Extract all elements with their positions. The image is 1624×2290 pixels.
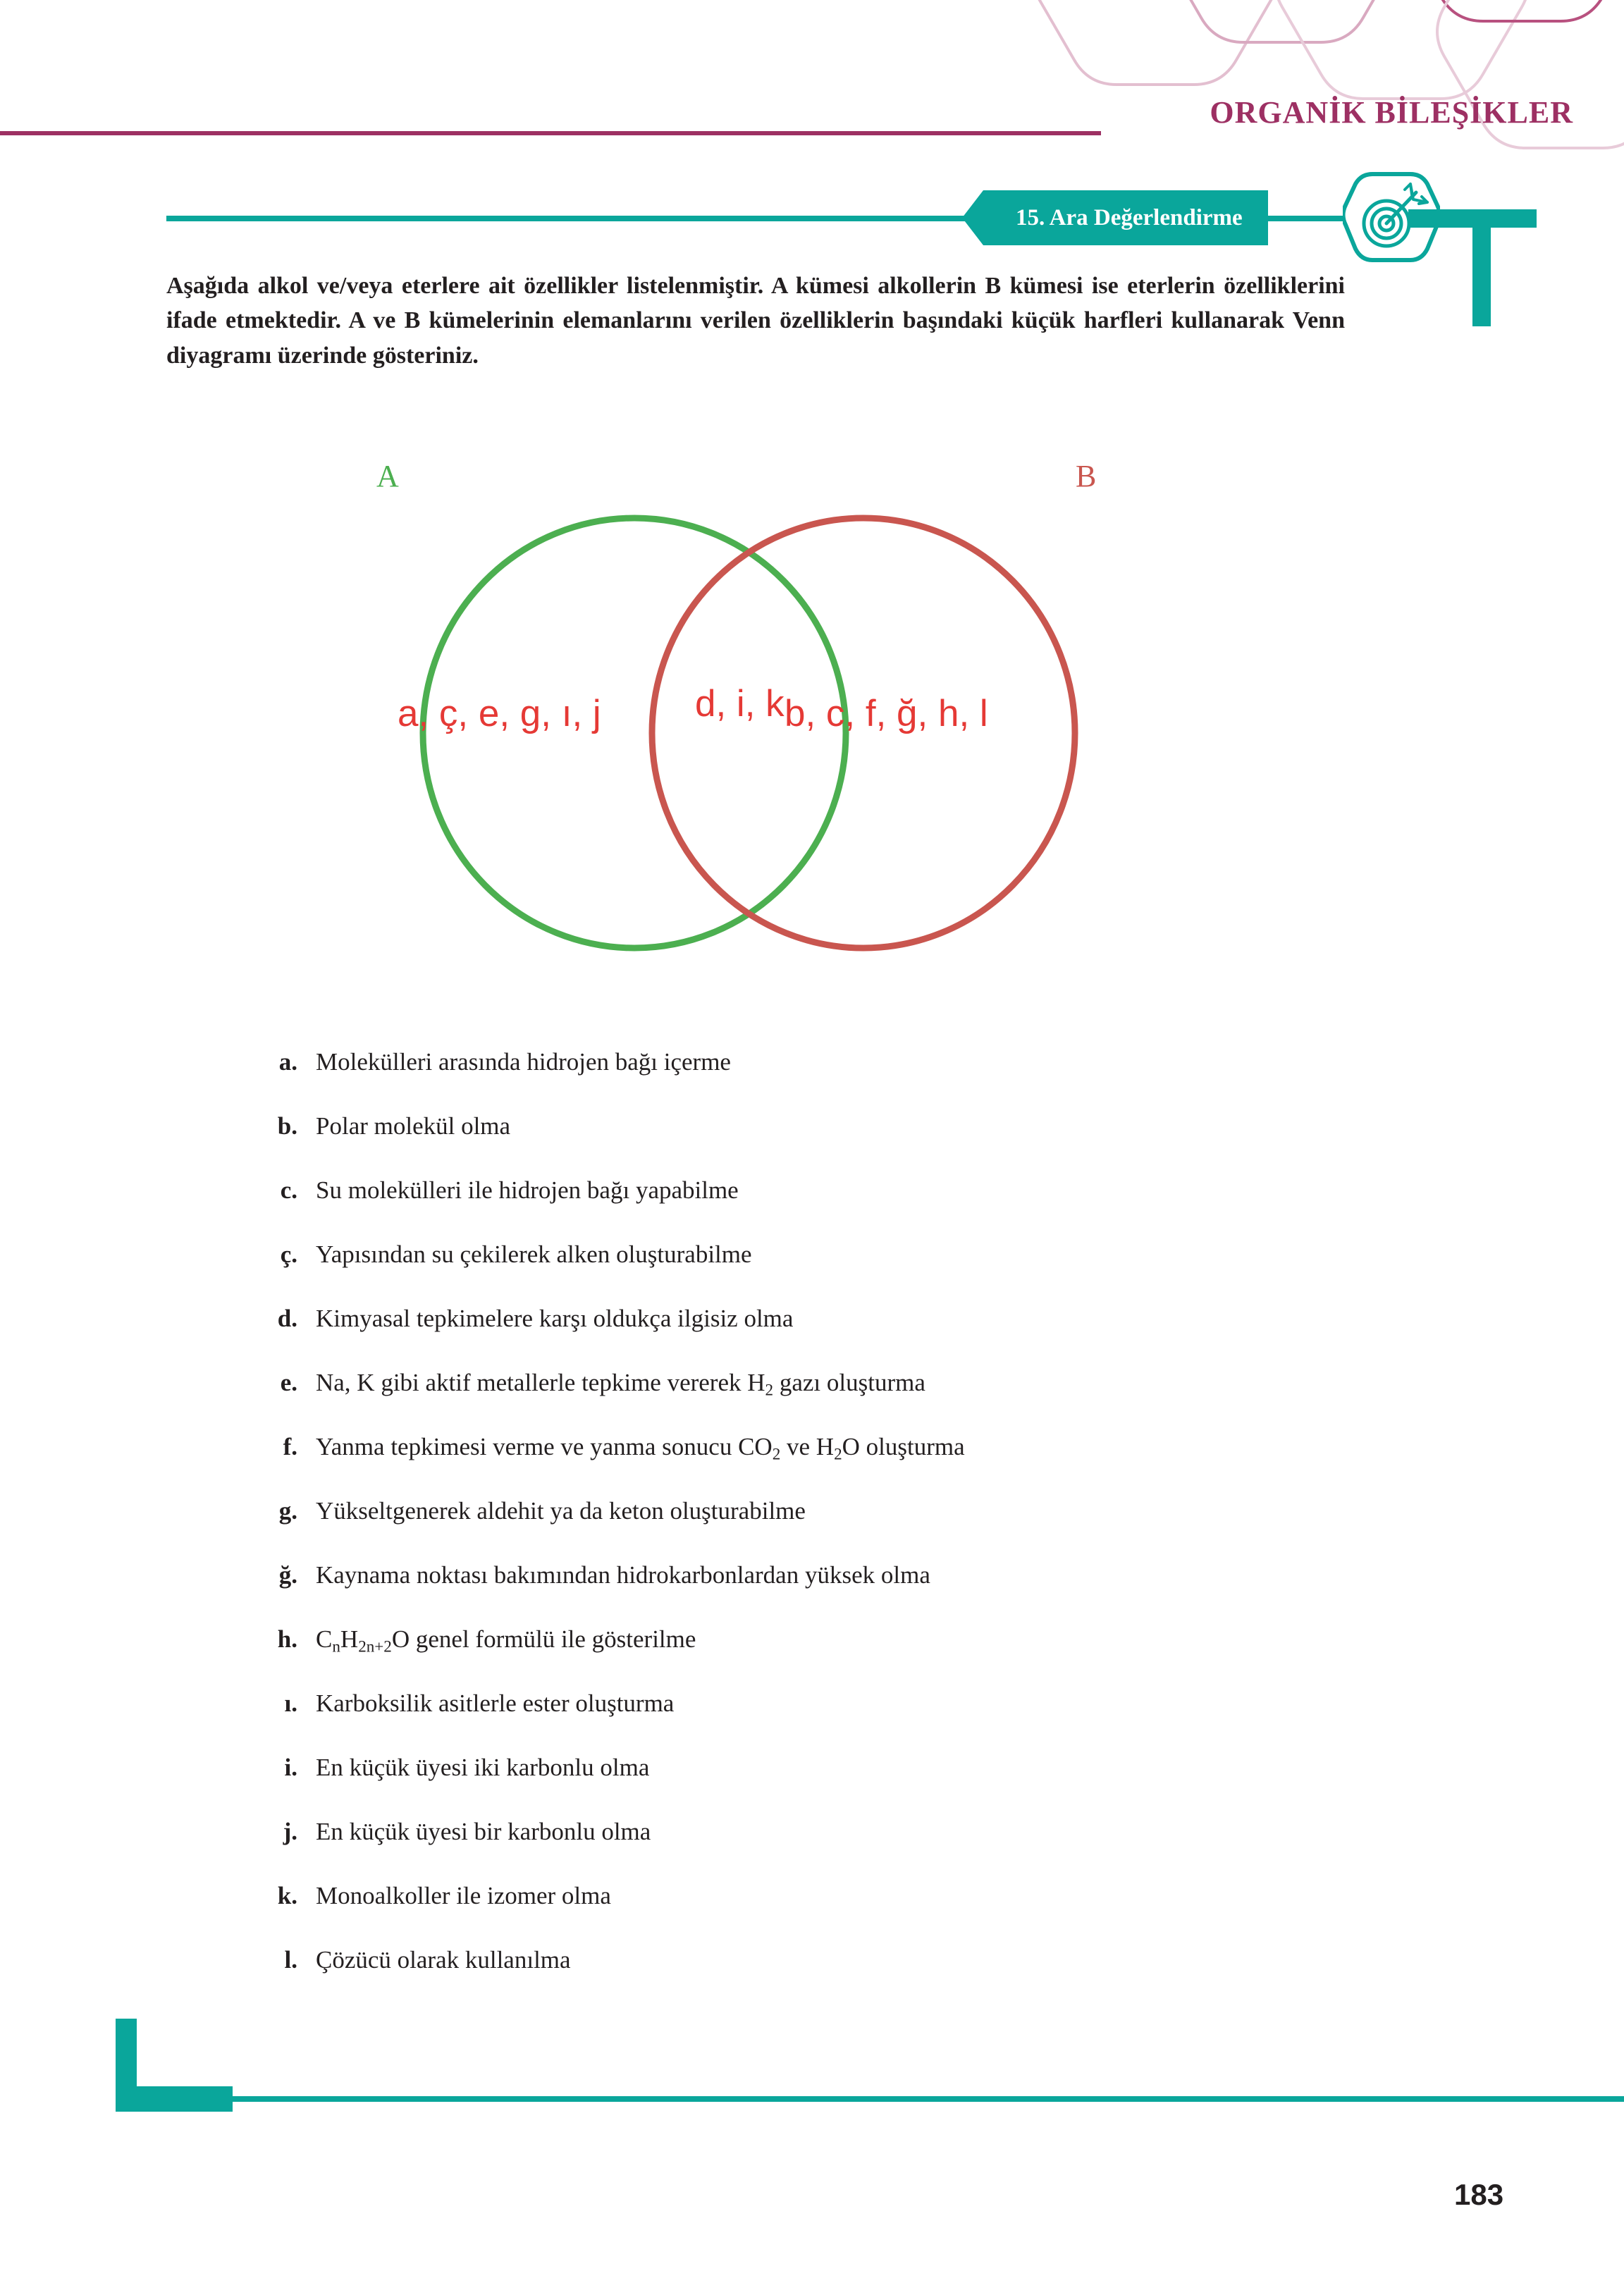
list-item (252, 1241, 1380, 1305)
venn-answer-b-only: b, c, f, ğ, h, l (785, 693, 988, 734)
list-item (252, 1754, 1380, 1818)
list-item-marker: ç. (280, 1241, 297, 1268)
list-item-text: Su molekülleri ile hidrojen bağı yapabilme (316, 1176, 739, 1204)
list-item-marker: k. (277, 1882, 297, 1909)
list-item (252, 1561, 1380, 1625)
list-item (252, 1305, 1380, 1369)
section-banner-label: 15. Ara Değerlendirme (1016, 204, 1243, 230)
section-banner (983, 190, 1268, 245)
list-item-text: Polar molekül olma (316, 1112, 511, 1140)
venn-label-b: B (1076, 459, 1097, 493)
list-item-marker: c. (280, 1176, 297, 1204)
list-item-marker: e. (280, 1369, 297, 1396)
list-item-marker: i. (284, 1754, 297, 1781)
list-item-text: Çözücü olarak kullanılma (316, 1946, 571, 1974)
list-item-text: $C_nH_{2n+2}O$ genel formülü ile gösterilme (316, 1625, 696, 1656)
list-item (252, 1625, 1380, 1689)
list-item (252, 1048, 1380, 1112)
list-item-marker: g. (278, 1497, 297, 1525)
venn-diagram (338, 458, 1226, 980)
list-item-marker: h. (277, 1625, 297, 1653)
list-item-text: Kaynama noktası bakımından hidrokarbonlardan yüksek olma (316, 1561, 930, 1589)
list-item-marker: l. (284, 1946, 297, 1974)
list-item (252, 1882, 1380, 1946)
list-item-text: Molekülleri arasında hidrojen bağı içerme (316, 1048, 731, 1076)
list-item-text: En küçük üyesi bir karbonlu olma (316, 1818, 651, 1845)
list-item-text: Yükseltgenerek aldehit ya da keton oluşturabilme (316, 1497, 806, 1525)
list-item-text: Na, K gibi aktif metallerle tepkime vererek $H_2$ gazı oluşturma (316, 1369, 925, 1399)
list-item-marker: a. (278, 1048, 297, 1076)
header-rule (0, 131, 1101, 135)
page-title: ORGANİK BİLEŞİKLER (1210, 95, 1573, 130)
instruction-paragraph: Aşağıda alkol ve/veya eterlere ait özellikler listelenmiştir. A kümesi alkollerin B kümesi ise eterlerin özelliklerini ifade etmektedir. A ve B kümelerinin elemanlarını verilen özelliklerin başındaki küçük harfleri kullanarak Venn diyagramı üzerinde gösteriniz. (166, 273, 1345, 369)
list-item (252, 1946, 1380, 2010)
list-item-text: Kimyasal tepkimelere karşı oldukça ilgisiz olma (316, 1305, 794, 1332)
list-item-text: Yapısından su çekilerek alken oluşturabilme (316, 1241, 752, 1268)
list-item-marker: ğ. (278, 1561, 297, 1589)
list-item (252, 1689, 1380, 1754)
list-item (252, 1112, 1380, 1176)
venn-answer-a-only: a, ç, e, g, ı, j (398, 693, 601, 734)
list-item (252, 1176, 1380, 1241)
list-item (252, 1818, 1380, 1882)
list-item-text: Yanma tepkimesi verme ve yanma sonucu $CO_2$ ve $H_2O$ oluşturma (316, 1433, 965, 1463)
properties-list (252, 1048, 1380, 2010)
list-item-marker: ı. (284, 1689, 297, 1717)
list-item-marker: f. (283, 1433, 297, 1460)
list-item-text: Karboksilik asitlerle ester oluşturma (316, 1689, 675, 1717)
list-item-marker: j. (283, 1818, 297, 1845)
list-item-marker: b. (277, 1112, 297, 1140)
list-item (252, 1433, 1380, 1497)
page-number: 183 (1454, 2178, 1504, 2211)
bottom-rule (233, 2096, 1624, 2102)
list-item-text: Monoalkoller ile izomer olma (316, 1882, 611, 1909)
list-item (252, 1369, 1380, 1433)
list-item (252, 1497, 1380, 1561)
venn-label-a: A (376, 459, 399, 493)
list-item-marker: d. (277, 1305, 297, 1332)
list-item-text: En küçük üyesi iki karbonlu olma (316, 1754, 650, 1781)
venn-answer-intersection: d, i, k (695, 683, 785, 725)
